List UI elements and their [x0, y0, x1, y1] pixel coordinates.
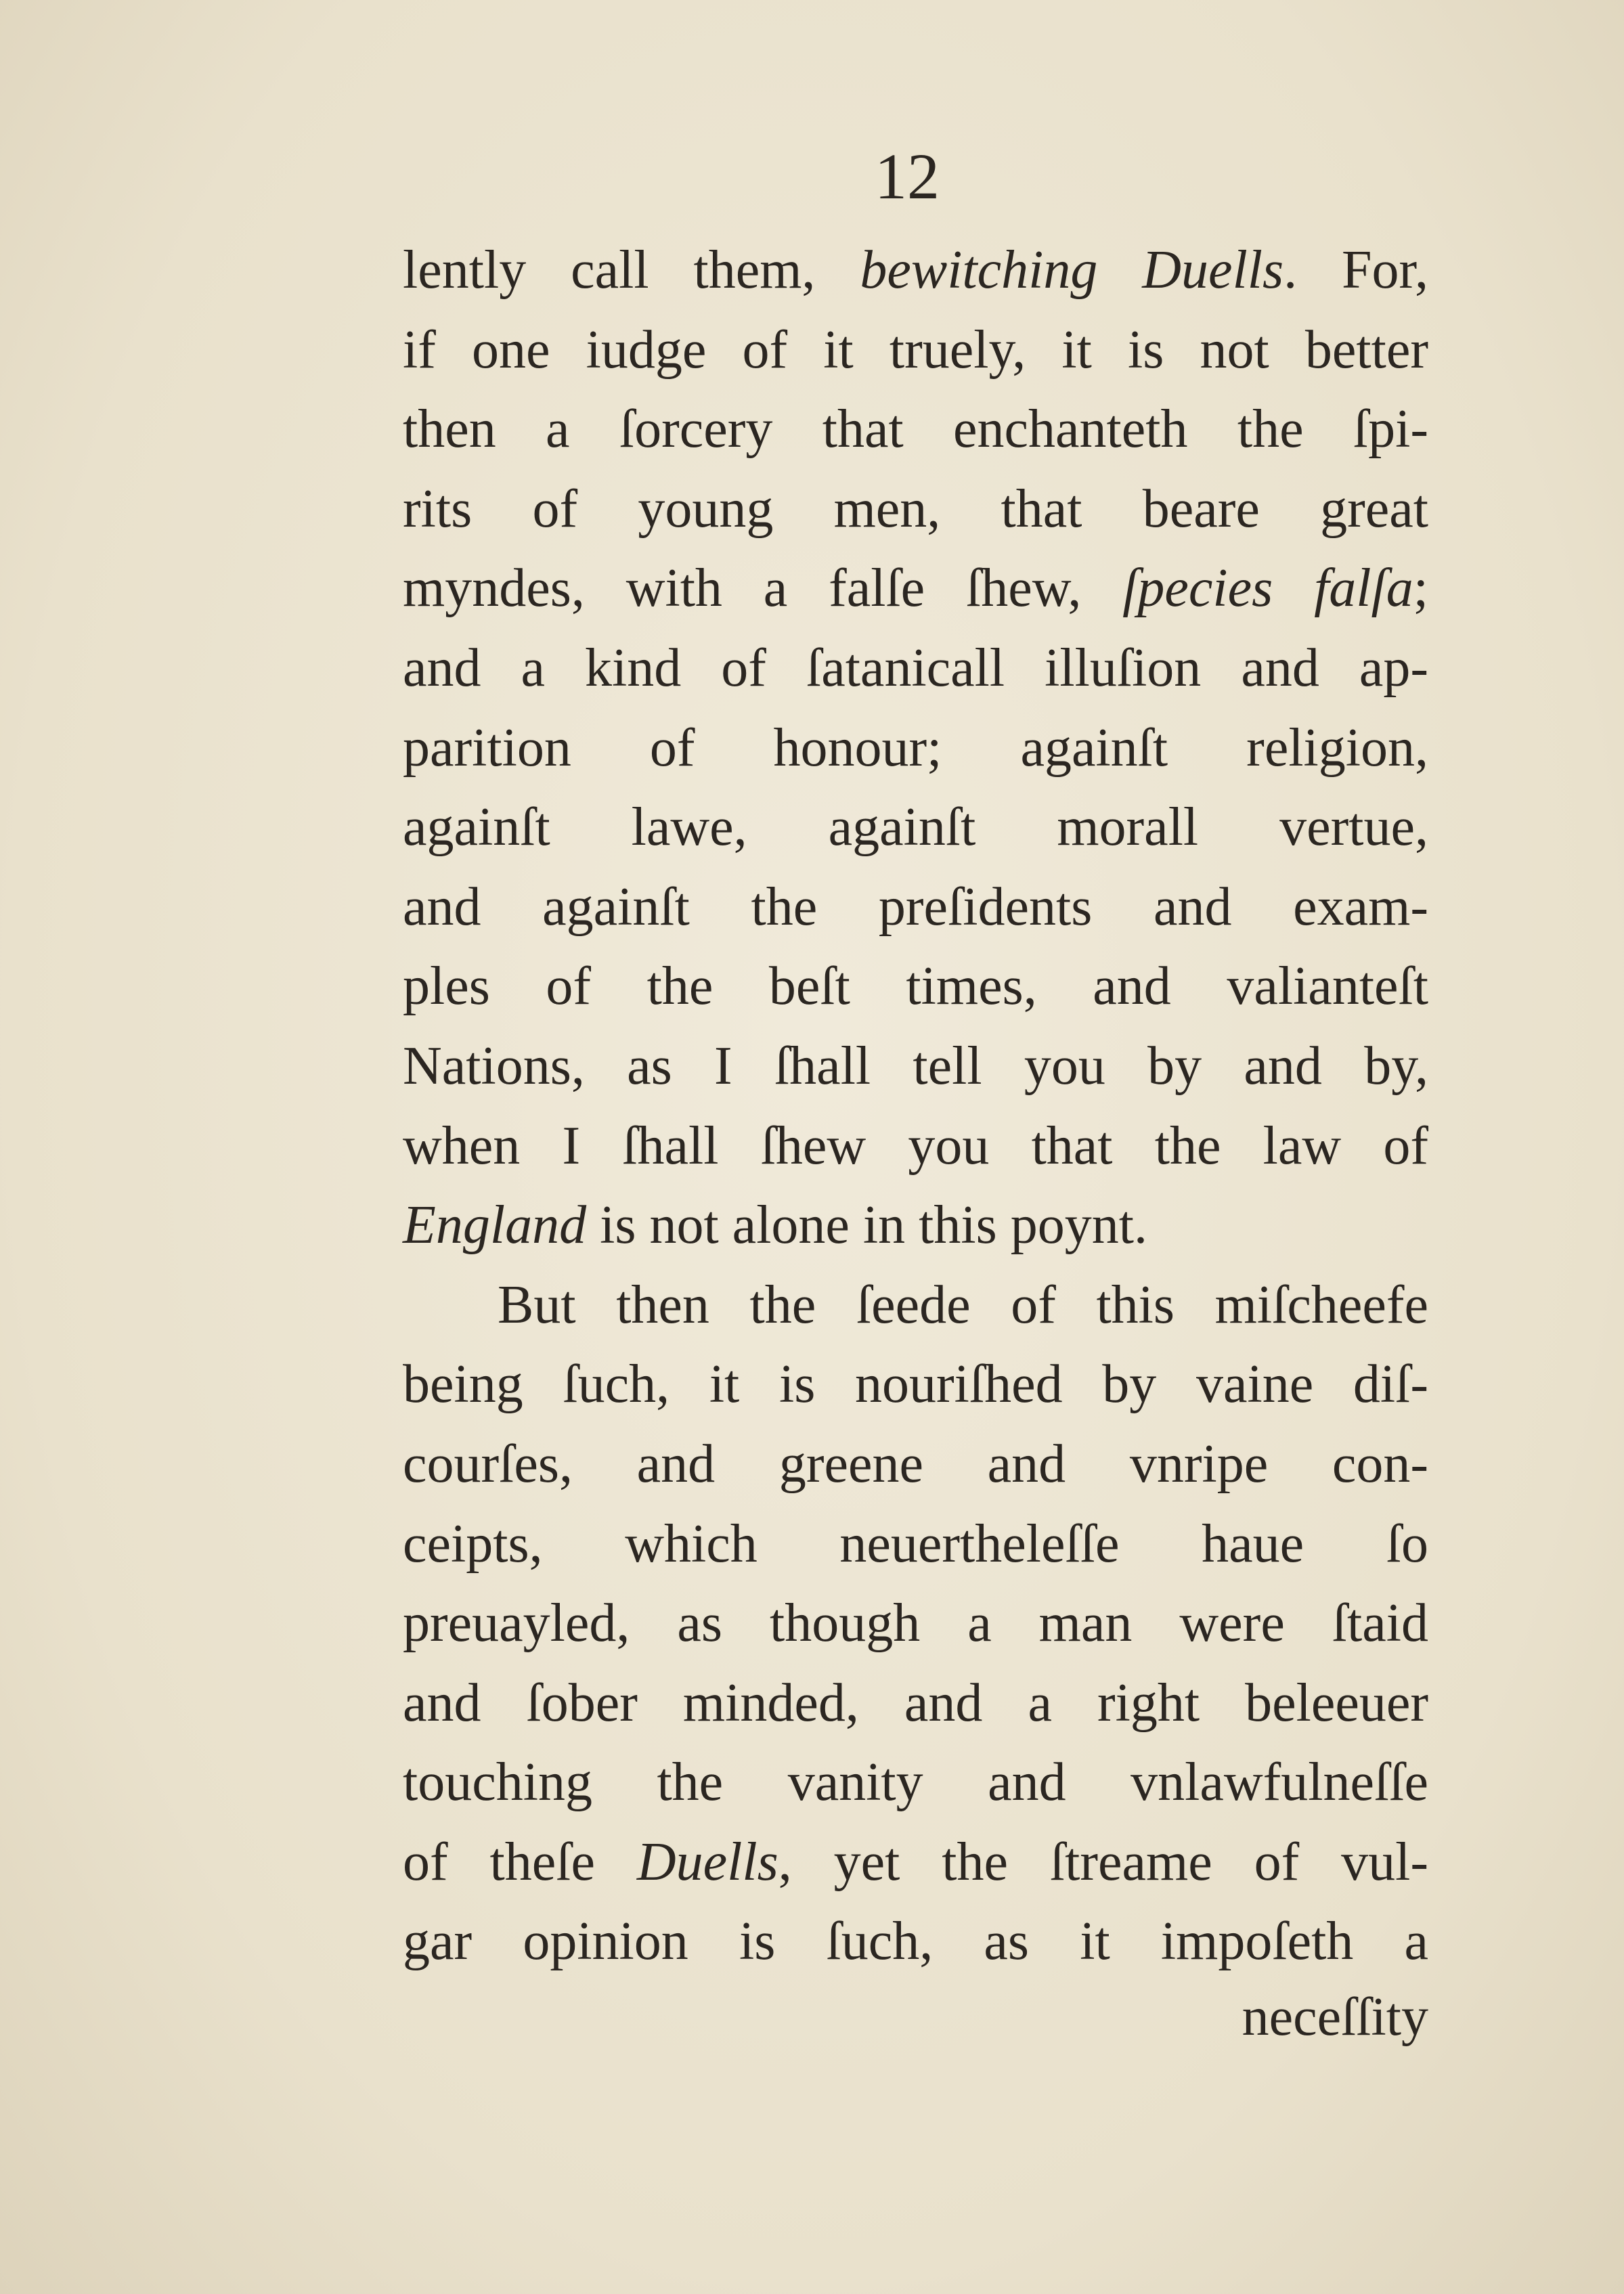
text-segment: lently call them, [403, 240, 860, 300]
text-segment: touching the vanity and vnlawfulneſſe [403, 1752, 1428, 1813]
text-segment: rits of young men, that beare great [403, 479, 1428, 539]
text-segment: againſt lawe, againſt morall vertue, [403, 797, 1428, 858]
text-line [403, 1027, 1428, 1107]
catchword: neceſſity [1242, 1987, 1428, 2047]
text-line [403, 629, 1428, 709]
text-line [403, 1664, 1428, 1744]
text-segment: then a ſorcery that enchanteth the ſpi- [403, 399, 1428, 460]
text-line [403, 1266, 1428, 1346]
text-line [403, 390, 1428, 470]
italic-text: bewitching Duells [860, 240, 1284, 300]
text-segment: is not alone in this poynt. [586, 1195, 1147, 1256]
text-segment: of theſe [403, 1832, 637, 1892]
italic-text: England [403, 1195, 587, 1256]
text-segment: ; [1413, 558, 1428, 619]
text-segment: parition of honour; againſt religion, [403, 718, 1428, 778]
text-segment: gar opinion is ſuch, as it impoſeth a [403, 1912, 1428, 1972]
text-line [403, 1345, 1428, 1425]
text-line [403, 1743, 1428, 1823]
text-segment: ples of the beſt times, and valianteſt [403, 956, 1428, 1017]
text-segment: myndes, with a falſe ſhew, [403, 558, 1123, 619]
text-segment: if one iudge of it truely, it is not better [403, 319, 1428, 380]
text-line [403, 311, 1428, 391]
text-segment: and againſt the preſidents and exam- [403, 877, 1428, 937]
text-segment: courſes, and greene and vnripe con- [403, 1434, 1428, 1494]
text-segment: . For, [1283, 240, 1428, 300]
italic-text: Duells [636, 1832, 778, 1892]
text-segment: Nations, as I ſhall tell you by and by, [403, 1036, 1428, 1096]
text-line [403, 1584, 1428, 1664]
page-number: 12 [875, 140, 940, 213]
text-segment: when I ſhall ſhew you that the law of [403, 1116, 1428, 1176]
text-line [403, 231, 1428, 311]
text-segment: But then the ſeede of this miſcheefe [498, 1275, 1428, 1335]
text-segment: being ſuch, it is nouriſhed by vaine diſ- [403, 1354, 1428, 1415]
text-line [403, 1107, 1428, 1187]
text-line [403, 1186, 1428, 1266]
text-line [403, 470, 1428, 550]
text-line [403, 788, 1428, 868]
italic-text: ſpecies falſa [1122, 558, 1413, 619]
text-segment: and ſober minded, and a right beleeuer [403, 1673, 1428, 1733]
text-line [403, 1425, 1428, 1505]
text-segment: preuayled, as though a man were ſtaid [403, 1593, 1428, 1654]
text-segment: ceipts, which neuertheleſſe haue ſo [403, 1514, 1428, 1574]
body-text [403, 231, 1428, 1982]
text-line [403, 947, 1428, 1027]
text-segment: and a kind of ſatanicall illuſion and ap- [403, 638, 1428, 698]
text-line [403, 709, 1428, 789]
text-line [403, 1902, 1428, 1982]
text-line [403, 868, 1428, 948]
text-line [403, 1823, 1428, 1903]
text-line [403, 1505, 1428, 1585]
text-segment: , yet the ſtreame of vul- [778, 1832, 1429, 1892]
text-line [403, 549, 1428, 629]
